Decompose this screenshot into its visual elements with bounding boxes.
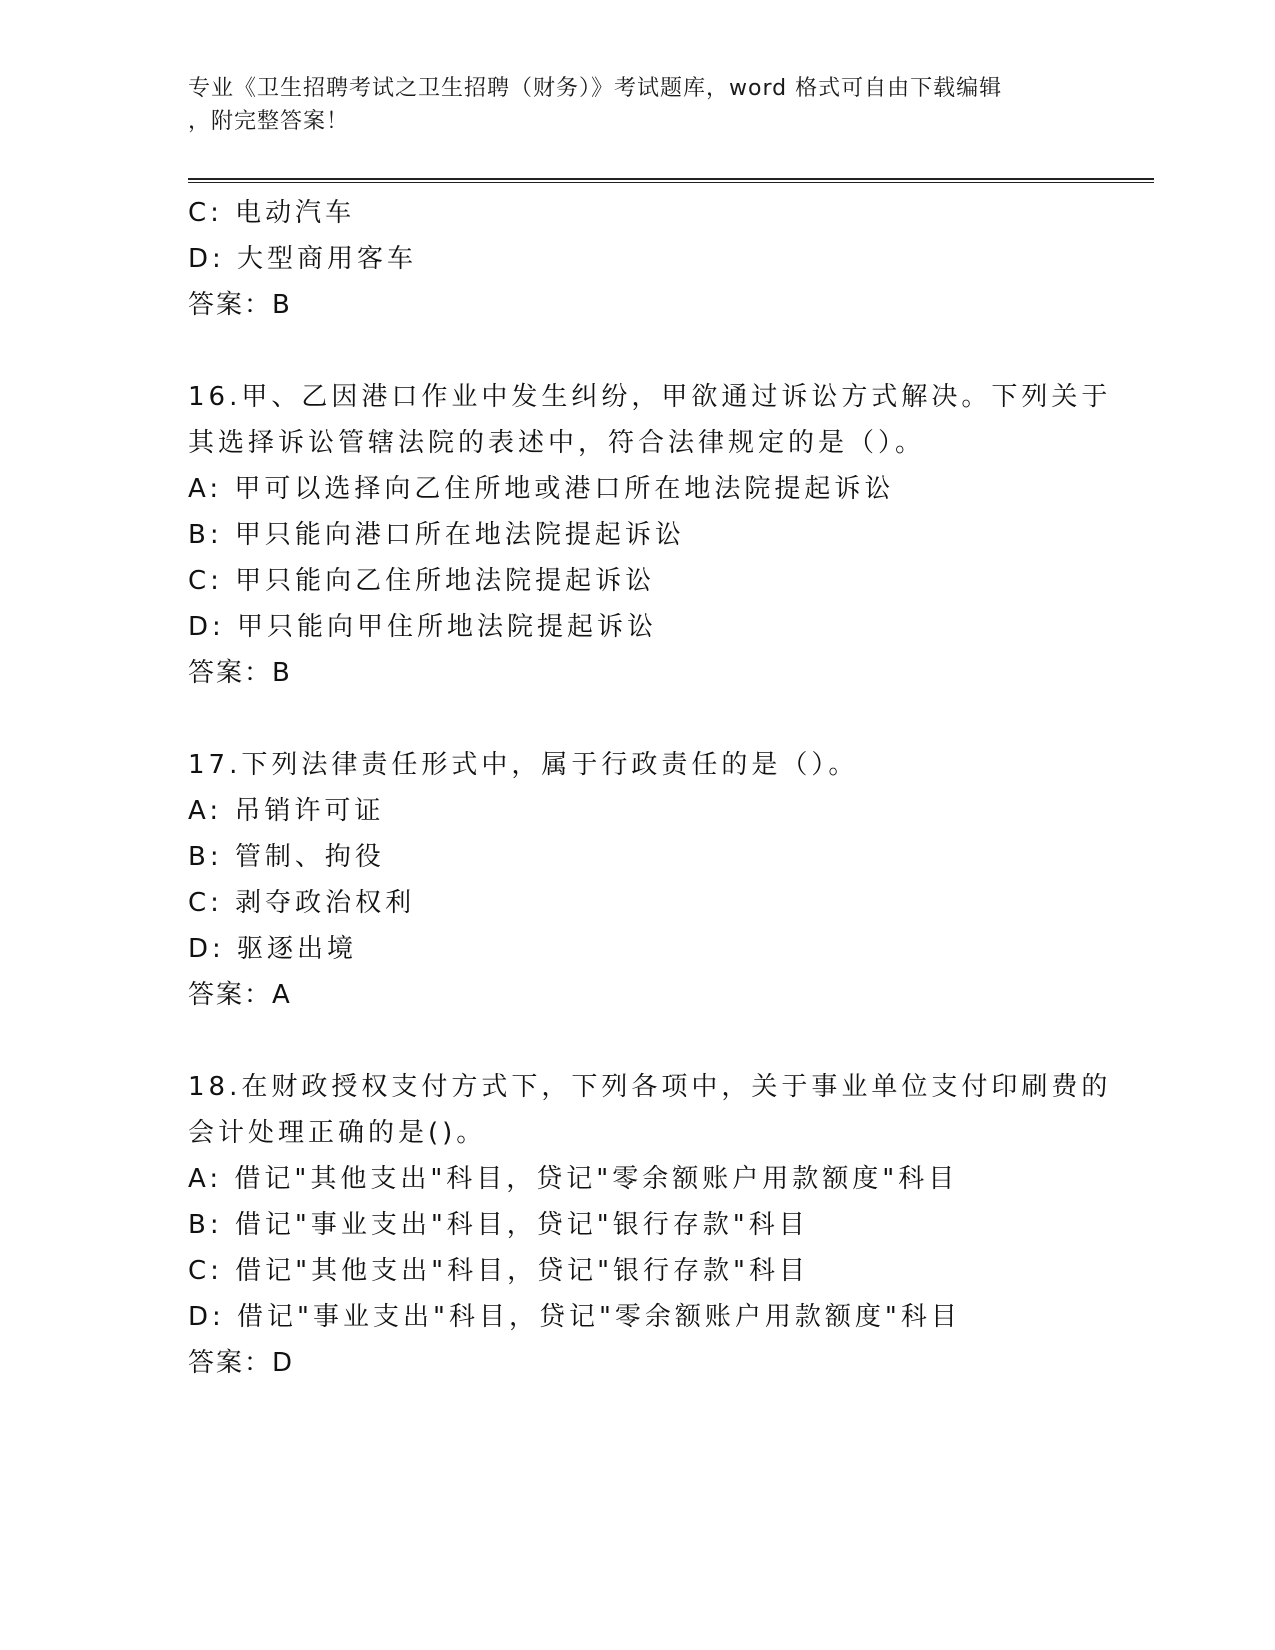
question-16 bbox=[188, 374, 1112, 696]
header-divider bbox=[188, 178, 1154, 183]
spacer bbox=[188, 328, 1108, 374]
option-d: D: 借记"事业支出"科目，贷记"零余额账户用款额度"科目 bbox=[188, 1302, 961, 1332]
option-c: C: 剥夺政治权利 bbox=[188, 888, 416, 918]
question-17 bbox=[188, 742, 1108, 1018]
option-a: A: 借记"其他支出"科目，贷记"零余额账户用款额度"科目 bbox=[188, 1164, 959, 1194]
header-line-1: 专业《卫生招聘考试之卫生招聘（财务）》考试题库，word 格式可自由下载编辑 bbox=[188, 76, 1003, 101]
option-a: A: 甲可以选择向乙住所地或港口所在地法院提起诉讼 bbox=[188, 474, 895, 504]
prev-question bbox=[188, 190, 1108, 328]
answer: 答案：B bbox=[188, 290, 292, 320]
question-stem: 16.甲、乙因港口作业中发生纠纷，甲欲通过诉讼方式解决。下列关于 bbox=[188, 382, 1112, 412]
option-c: C: 借记"其他支出"科目，贷记"银行存款"科目 bbox=[188, 1256, 810, 1286]
spacer bbox=[188, 696, 1108, 742]
option-d: D: 驱逐出境 bbox=[188, 934, 358, 964]
option-c: C: 甲只能向乙住所地法院提起诉讼 bbox=[188, 566, 656, 596]
question-18 bbox=[188, 1064, 1112, 1386]
header-line-2: ，附完整答案！ bbox=[188, 109, 350, 134]
option-b: B: 甲只能向港口所在地法院提起诉讼 bbox=[188, 520, 685, 550]
option-c: C: 电动汽车 bbox=[188, 198, 356, 228]
option-a: A: 吊销许可证 bbox=[188, 796, 385, 826]
option-b: B: 借记"事业支出"科目，贷记"银行存款"科目 bbox=[188, 1210, 809, 1240]
answer: 答案：A bbox=[188, 980, 292, 1010]
question-stem: 18.在财政授权支付方式下，下列各项中，关于事业单位支付印刷费的 bbox=[188, 1072, 1112, 1102]
answer: 答案：D bbox=[188, 1348, 295, 1378]
option-d: D: 甲只能向甲住所地法院提起诉讼 bbox=[188, 612, 658, 642]
spacer bbox=[188, 1018, 1108, 1064]
question-stem: 其选择诉讼管辖法院的表述中，符合法律规定的是（）。 bbox=[188, 428, 926, 458]
option-b: B: 管制、拘役 bbox=[188, 842, 385, 872]
document-header bbox=[188, 72, 1068, 138]
question-stem: 会计处理正确的是()。 bbox=[188, 1118, 487, 1148]
answer: 答案：B bbox=[188, 658, 292, 688]
question-list bbox=[188, 190, 1112, 1386]
option-d: D: 大型商用客车 bbox=[188, 244, 418, 274]
question-stem: 17.下列法律责任形式中，属于行政责任的是（）。 bbox=[188, 750, 859, 780]
